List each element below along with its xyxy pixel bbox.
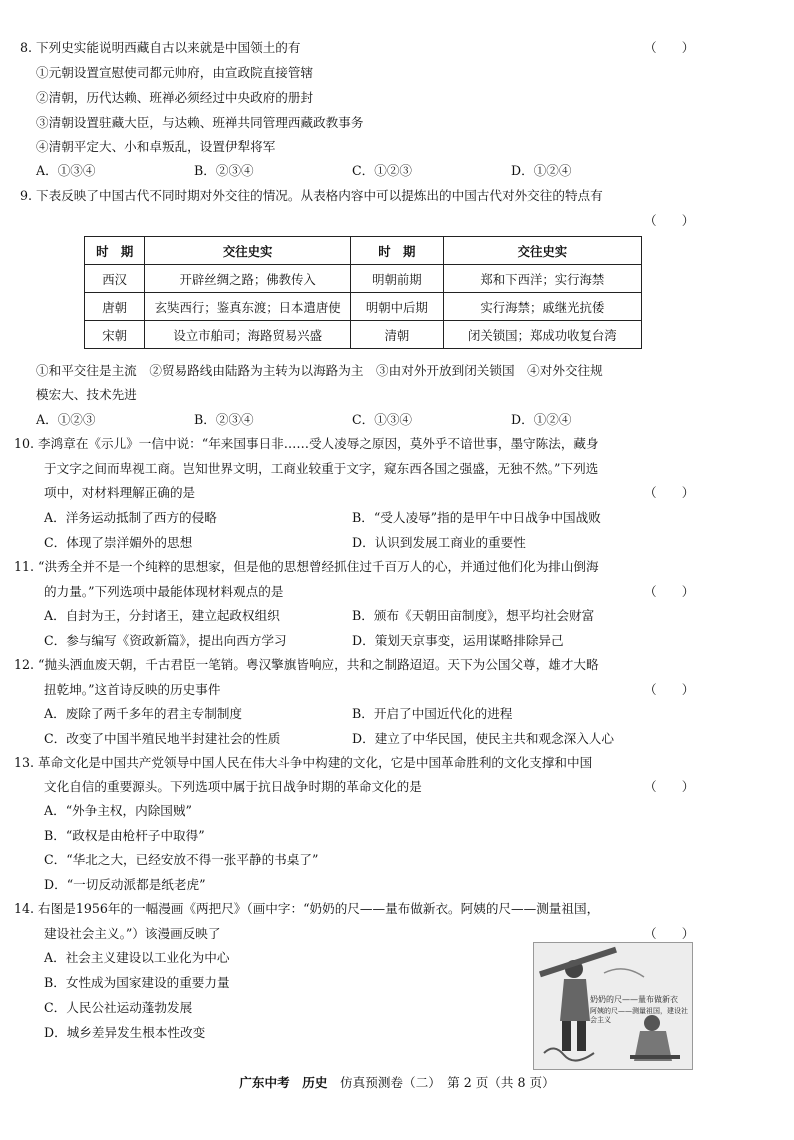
q9-option-c: C．①③④ — [352, 412, 413, 427]
q8-option-c: C．①②③ — [352, 163, 413, 178]
footer-exam: 广东中考 — [239, 1075, 290, 1090]
cartoon-caption-2: 阿姨的尺——测量祖国，建设社会主义 — [590, 1007, 688, 1024]
q14-answer-bracket: （ ） — [644, 926, 695, 941]
q12-option-d: D．建立了中华民国，使民主共和观念深入人心 — [352, 731, 614, 746]
q8-option-d: D．①②④ — [511, 163, 572, 178]
table-row — [85, 265, 642, 293]
q11-option-b: B．颁布《天朝田亩制度》，想平均社会财富 — [352, 608, 595, 623]
cartoon-drawing — [534, 943, 692, 1069]
table-header-period: 时 期 — [85, 237, 145, 265]
q10-option-c: C．体现了崇洋媚外的思想 — [44, 535, 193, 550]
q14-option-c: C．人民公社运动蓬勃发展 — [44, 1000, 193, 1015]
table-cell: 明朝中后期 — [351, 293, 444, 321]
table-cell: 西汉 — [85, 265, 145, 293]
q8-option-b: B．②③④ — [194, 163, 254, 178]
q9-answer-bracket: （ ） — [644, 213, 695, 228]
q8-item-3: ③清朝设置驻藏大臣，与达赖、班禅共同管理西藏政教事务 — [36, 115, 364, 130]
table-cell: 闭关锁国；郑成功收复台湾 — [443, 321, 641, 349]
q9-stem: 9. 下表反映了中国古代不同时期对外交往的情况。从表格内容中可以提炼出的中国古代对外交往的特点有 — [20, 188, 603, 203]
q10-option-b: B．“受人凌辱”指的是甲午中日战争中国战败 — [352, 510, 601, 525]
table-header-row — [85, 237, 642, 265]
q10-line-1: 10. 李鸿章在《示儿》一信中说：“年来国事日非……受人凌辱之原因，莫外乎不谙世事，墨守陈法，藏身 — [14, 436, 599, 451]
q9-option-a: A．①②③ — [36, 412, 96, 427]
q12-option-a: A．废除了两千多年的君主专制制度 — [44, 706, 243, 721]
q13-answer-bracket: （ ） — [644, 779, 695, 794]
q9-option-b: B．②③④ — [194, 412, 254, 427]
table-cell: 明朝前期 — [351, 265, 444, 293]
cartoon-two-rulers-image — [533, 942, 693, 1070]
q10-option-a: A．洋务运动抵制了西方的侵略 — [44, 510, 217, 525]
q13-line-1: 13. 革命文化是中国共产党领导中国人民在伟大斗争中构建的文化，它是中国革命胜利的文化支撑和中国 — [14, 755, 593, 770]
table-header-facts-2: 交往史实 — [443, 237, 641, 265]
page-footer — [0, 1075, 794, 1091]
q8-item-4: ④清朝平定大、小和卓叛乱，设置伊犁将军 — [36, 139, 276, 154]
q8-answer-bracket: （ ） — [644, 40, 695, 55]
q8-item-2: ②清朝，历代达赖、班禅必须经过中央政府的册封 — [36, 90, 314, 105]
footer-subject: 历史 — [302, 1075, 328, 1090]
q14-option-a: A．社会主义建设以工业化为中心 — [44, 950, 230, 965]
table-cell: 开辟丝绸之路；佛教传入 — [145, 265, 351, 293]
table-cell: 玄奘西行；鉴真东渡；日本遣唐使 — [145, 293, 351, 321]
q10-line-3: 项中，对材料理解正确的是 — [44, 485, 196, 500]
q10-answer-bracket: （ ） — [644, 485, 695, 500]
q13-option-a: A．“外争主权，内除国贼” — [44, 803, 192, 818]
q11-option-c: C．参与编写《资政新篇》，提出向西方学习 — [44, 633, 287, 648]
table-row — [85, 293, 642, 321]
q11-line-2: 的力量。”下列选项中最能体现材料观点的是 — [44, 584, 284, 599]
q10-line-2: 于文字之间而卑视工商。岂知世界文明，工商业较重于文字，窥东西各国之强盛，无独不然。”下列选 — [44, 461, 599, 476]
q14-line-1: 14. 右图是1956年的一幅漫画《两把尺》（画中字：“奶奶的尺——量布做新衣。阿姨的尺——测量祖国， — [14, 901, 600, 916]
q14-line-2: 建设社会主义。”）该漫画反映了 — [44, 926, 221, 941]
q8-option-a: A．①③④ — [36, 163, 96, 178]
q12-option-b: B．开启了中国近代化的进程 — [352, 706, 513, 721]
q8-item-1: ①元朝设置宣慰使司都元帅府，由宣政院直接管辖 — [36, 65, 314, 80]
table-cell: 唐朝 — [85, 293, 145, 321]
cartoon-caption-1: 奶奶的尺——量布做新衣 — [590, 995, 678, 1004]
table-header-period-2: 时 期 — [351, 237, 444, 265]
table-header-facts: 交往史实 — [145, 237, 351, 265]
table-cell: 设立市舶司；海路贸易兴盛 — [145, 321, 351, 349]
q10-option-d: D．认识到发展工商业的重要性 — [352, 535, 526, 550]
q12-line-2: 扭乾坤。”这首诗反映的历史事件 — [44, 682, 221, 697]
q11-option-d: D．策划天京事变，运用谋略排除异己 — [352, 633, 564, 648]
table-cell: 宋朝 — [85, 321, 145, 349]
q9-option-d: D．①②④ — [511, 412, 572, 427]
q11-option-a: A．自封为王，分封诸王，建立起政权组织 — [44, 608, 280, 623]
q13-option-c: C．“华北之大，已经安放不得一张平静的书桌了” — [44, 852, 319, 867]
history-table — [84, 236, 642, 349]
q9-items-line-1: ①和平交往是主流 ②贸易路线由陆路为主转为以海路为主 ③由对外开放到闭关锁国 ④对外交往规 — [36, 363, 603, 378]
q12-option-c: C．改变了中国半殖民地半封建社会的性质 — [44, 731, 281, 746]
q14-option-b: B．女性成为国家建设的重要力量 — [44, 975, 230, 990]
q14-option-d: D．城乡差异发生根本性改变 — [44, 1025, 206, 1040]
q12-answer-bracket: （ ） — [644, 682, 695, 697]
q11-line-1: 11. “洪秀全并不是一个纯粹的思想家，但是他的思想曾经抓住过千百万人的心，并通过他们化为排山倒海 — [14, 559, 599, 574]
q13-line-2: 文化自信的重要源头。下列选项中属于抗日战争时期的革命文化的是 — [44, 779, 422, 794]
q9-items-line-2: 模宏大、技术先进 — [36, 387, 137, 402]
table-cell: 清朝 — [351, 321, 444, 349]
q12-line-1: 12. “抛头洒血废天朝，千古君臣一笔销。粤汉擎旗皆响应，共和之制路迢迢。天下为公国父尊，雄才大略 — [14, 657, 599, 672]
footer-paper: 仿真预测卷（二） — [340, 1075, 435, 1090]
table-cell: 实行海禁；戚继光抗倭 — [443, 293, 641, 321]
table-row — [85, 321, 642, 349]
table-cell: 郑和下西洋；实行海禁 — [443, 265, 641, 293]
q13-option-b: B．“政权是由枪杆子中取得” — [44, 828, 205, 843]
q13-option-d: D．“一切反动派都是纸老虎” — [44, 877, 206, 892]
footer-page-number: 第 2 页（共 8 页） — [447, 1075, 555, 1090]
q11-answer-bracket: （ ） — [644, 584, 695, 599]
q8-stem: 8. 下列史实能说明西藏自古以来就是中国领土的有 — [20, 40, 301, 55]
